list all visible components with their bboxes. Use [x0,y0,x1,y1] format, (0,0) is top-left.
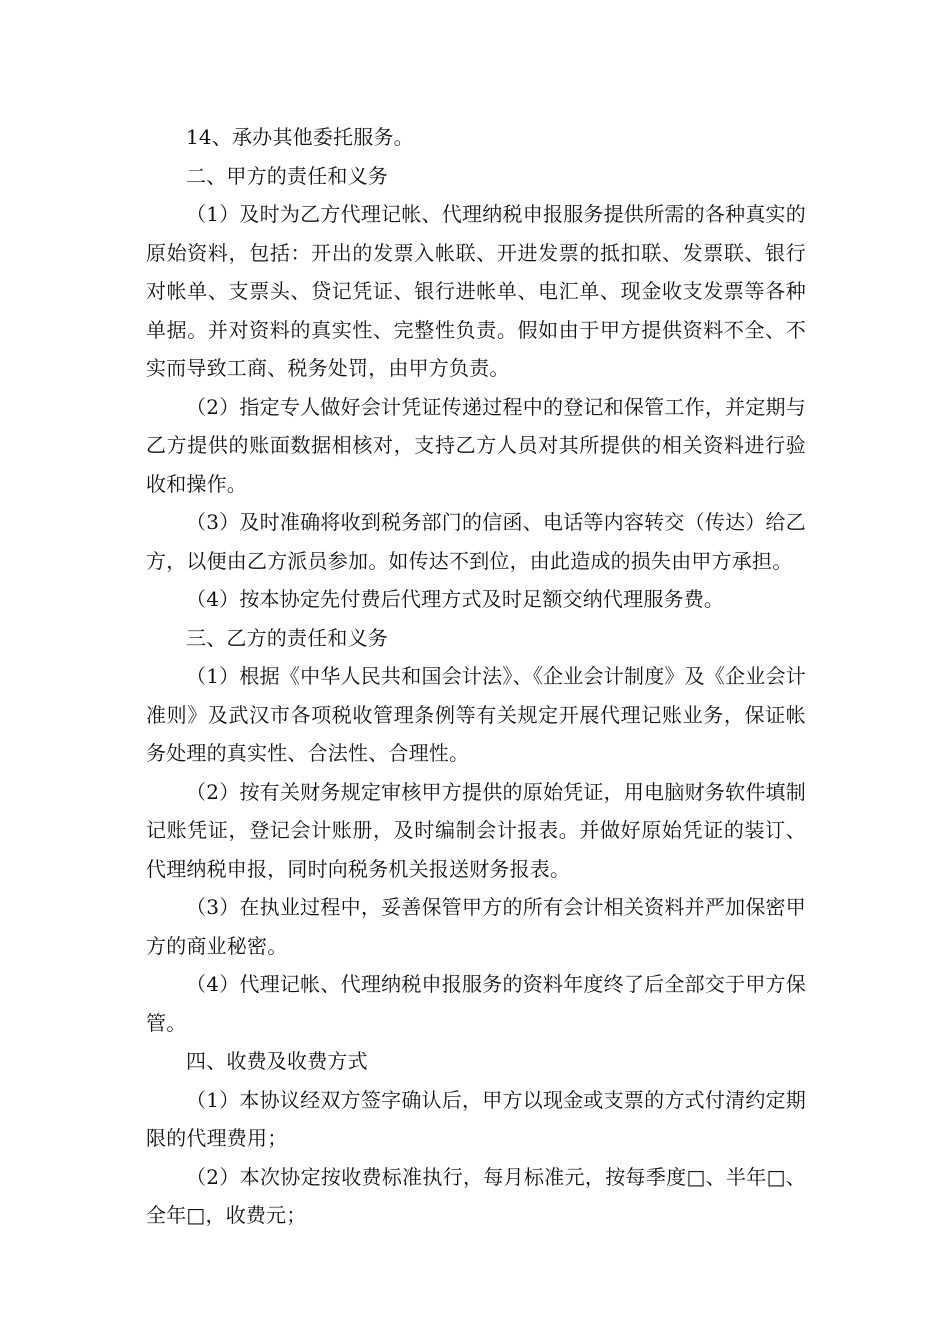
fees-item-2: （2）本次协定按收费标准执行，每月标准元，按每季度□、半年□、全年□，收费元； [146,1164,806,1227]
item-14-other-services: 14、承办其他委托服务。 [186,125,414,149]
section-heading-fees: 四、收费及收费方式 [186,1049,368,1073]
section-heading-party-a-duties: 二、甲方的责任和义务 [186,163,388,188]
party-a-item-1: （1）及时为乙方代理记帐、代理纳税申报服务提供所需的各种真实的原始资料，包括：开出的发票入帐联、开进发票的抵扣联、发票联、银行对帐单、支票头、贷记凭证、银行进帐单、电汇单、现金收支发票等各种单据。并对资料的真实性、完整性负责。假如由于甲方提供资料不全、不实而导致工商、税务处罚，由甲方负责。 [146,202,806,380]
party-b-item-4: （4）代理记帐、代理纳税申报服务的资料年度终了后全部交于甲方保管。 [146,972,806,1035]
document-page [146,118,806,1235]
party-a-item-2: （2）指定专人做好会计凭证传递过程中的登记和保管工作，并定期与乙方提供的账面数据相核对，支持乙方人员对其所提供的相关资料进行验收和操作。 [146,394,806,496]
fees-item-1: （1）本协议经双方签字确认后，甲方以现金或支票的方式付清约定期限的代理费用； [146,1087,806,1150]
party-a-item-4: （4）按本协定先付费后代理方式及时足额交纳代理服务费。 [186,587,725,611]
party-b-item-3: （3）在执业过程中，妥善保管甲方的所有会计相关资料并严加保密甲方的商业秘密。 [146,895,806,958]
section-heading-party-b-duties: 三、乙方的责任和义务 [186,625,388,650]
party-a-item-3: （3）及时准确将收到税务部门的信函、电话等内容转交（传达）给乙方，以便由乙方派员参加。如传达不到位，由此造成的损失由甲方承担。 [146,510,806,573]
party-b-item-2: （2）按有关财务规定审核甲方提供的原始凭证，用电脑财务软件填制记账凭证，登记会计账册，及时编制会计报表。并做好原始凭证的装订、代理纳税申报，同时向税务机关报送财务报表。 [146,779,806,881]
party-b-item-1: （1）根据《中华人民共和国会计法》、《企业会计制度》及《企业会计准则》及武汉市各项税收管理条例等有关规定开展代理记账业务，保证帐务处理的真实性、合法性、合理性。 [146,664,806,765]
